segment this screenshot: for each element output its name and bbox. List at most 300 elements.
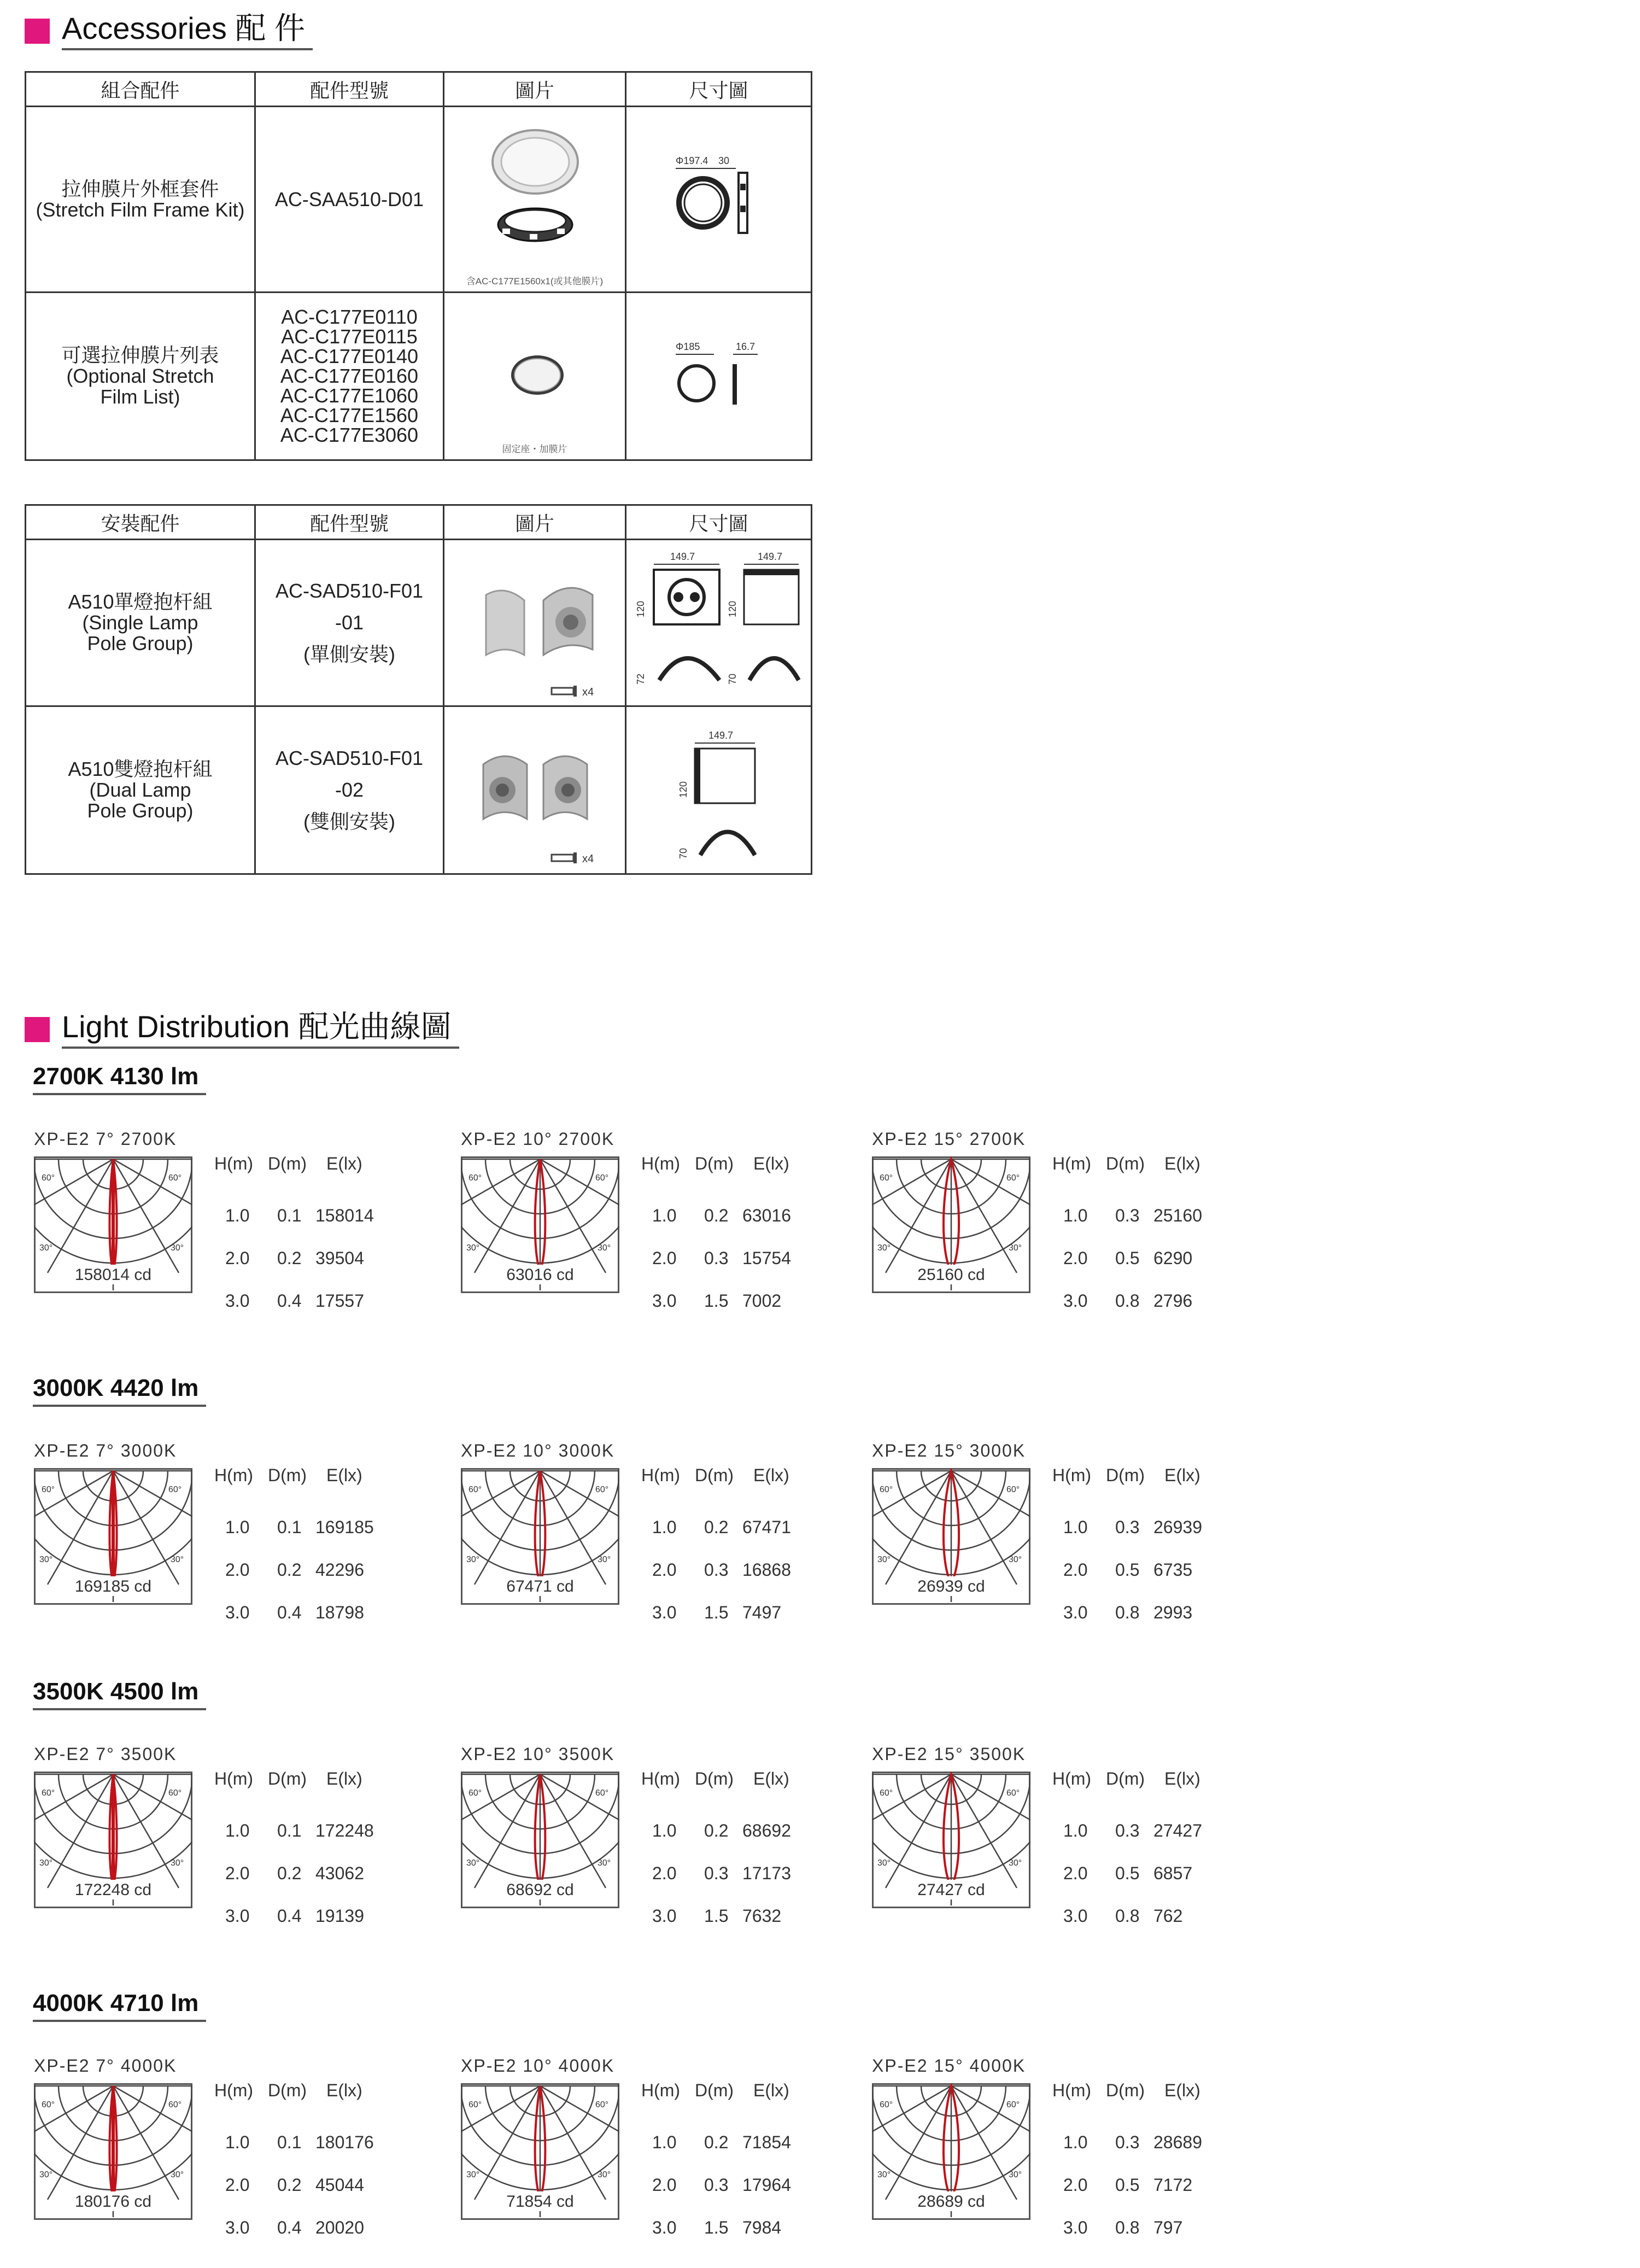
column-header: H(m) <box>1052 1769 1092 1788</box>
light-distribution-chart <box>872 1441 1309 1621</box>
peak-candela-label: 172248 cd <box>74 1881 152 1899</box>
illuminance-value: 27427 <box>1153 1821 1202 1840</box>
part-number: AC-SAD510-F01 -02 (雙側安裝) <box>255 706 444 874</box>
height-value: 2.0 <box>225 1863 250 1883</box>
distance-value: 0.3 <box>1115 1821 1140 1840</box>
angle-label: 60° <box>168 1485 182 1494</box>
column-header: E(lx) <box>753 1465 789 1485</box>
accessories-heading <box>25 12 313 50</box>
distance-value: 1.5 <box>704 1906 729 1926</box>
distance-value: 0.8 <box>1115 1906 1140 1926</box>
distance-value: 0.3 <box>704 1248 729 1268</box>
column-header: E(lx) <box>753 1154 789 1173</box>
illuminance-value: 20020 <box>315 2218 364 2237</box>
column-header: H(m) <box>641 2080 681 2100</box>
dimension-drawing-cell <box>626 706 812 874</box>
angle-label: 30° <box>598 2170 611 2179</box>
height-value: 1.0 <box>1063 1517 1088 1537</box>
height-value: 3.0 <box>652 1906 677 1926</box>
column-header: E(lx) <box>1164 1154 1200 1173</box>
part-number-list: AC-C177E0110 AC-C177E0115 AC-C177E0140 AC-C177E0160 AC-C177E1060 AC-C177E1560 AC-C177E3060 <box>255 293 444 460</box>
height-value: 1.0 <box>1063 1821 1088 1840</box>
angle-label: 30° <box>598 1858 611 1868</box>
height-value: 3.0 <box>1063 1603 1088 1622</box>
dimension-label: 149.7 <box>670 551 695 562</box>
dimension-label: 120 <box>727 600 738 617</box>
image-caption: 含AC-C177E1560x1(或其他膜片) <box>466 276 604 287</box>
column-header: D(m) <box>1106 1769 1145 1788</box>
angle-label: 60° <box>880 1173 893 1183</box>
column-header: D(m) <box>695 2080 734 2100</box>
distance-value: 0.5 <box>1115 1560 1140 1580</box>
height-value: 3.0 <box>225 1291 250 1311</box>
height-value: 2.0 <box>652 1863 677 1883</box>
polar-candela-diagram <box>461 1156 619 1293</box>
light-distribution-chart <box>34 1744 471 1925</box>
column-header: D(m) <box>1106 1465 1145 1485</box>
distance-value: 0.3 <box>1115 1517 1140 1537</box>
distance-value: 0.8 <box>1115 1603 1140 1622</box>
column-header: H(m) <box>214 1465 254 1485</box>
chart-label: XP-E2 15° 4000K <box>872 2056 1026 2076</box>
distance-value: 0.2 <box>704 2132 729 2152</box>
illuminance-value: 762 <box>1153 1906 1183 1926</box>
header-cell: 圖片 <box>444 505 626 540</box>
frame-kit-image <box>481 124 590 266</box>
column-header: E(lx) <box>1164 1465 1200 1485</box>
height-value: 1.0 <box>225 2132 250 2152</box>
illuminance-value: 7632 <box>742 1906 782 1926</box>
angle-label: 30° <box>598 1555 611 1564</box>
distance-value: 0.1 <box>277 1206 302 1225</box>
light-distribution-chart <box>872 1129 1309 1310</box>
illuminance-value: 18798 <box>315 1603 364 1622</box>
distance-value: 0.3 <box>1115 2132 1140 2152</box>
light-distribution-chart <box>872 1744 1309 1925</box>
peak-candela-label: 68692 cd <box>506 1881 574 1899</box>
distance-value: 0.2 <box>277 1863 302 1883</box>
illuminance-value: 2993 <box>1153 1603 1193 1622</box>
height-value: 2.0 <box>652 1248 677 1268</box>
column-header: D(m) <box>695 1154 734 1173</box>
frame-kit-dimension-drawing <box>676 156 785 266</box>
chart-label: XP-E2 7° 3000K <box>34 1441 177 1460</box>
distance-value: 0.3 <box>704 1863 729 1883</box>
distance-value: 0.1 <box>277 1821 302 1840</box>
accessories-title: Accessories 配 件 <box>62 12 313 50</box>
peak-candela-label: 71854 cd <box>506 2193 574 2211</box>
polar-candela-diagram <box>872 2083 1030 2220</box>
polar-candela-diagram <box>461 1468 619 1605</box>
height-value: 3.0 <box>652 1603 677 1622</box>
distance-value: 0.4 <box>277 2218 302 2237</box>
header-cell: 尺寸圖 <box>626 505 812 540</box>
illuminance-value: 158014 <box>315 1206 374 1225</box>
column-header: E(lx) <box>326 1769 362 1788</box>
angle-label: 60° <box>468 2100 482 2109</box>
illuminance-value: 17964 <box>742 2175 791 2195</box>
height-value: 3.0 <box>1063 2218 1088 2237</box>
distance-value: 0.2 <box>277 1248 302 1268</box>
light-distribution-chart <box>34 1129 471 1310</box>
angle-label: 30° <box>877 1858 891 1868</box>
column-header: H(m) <box>641 1465 681 1485</box>
dimension-label: 72 <box>635 673 646 685</box>
column-header: E(lx) <box>326 1154 362 1173</box>
illuminance-value: 45044 <box>315 2175 364 2195</box>
peak-candela-label: 28689 cd <box>917 2193 985 2211</box>
angle-label: 60° <box>880 1788 893 1798</box>
distance-value: 0.8 <box>1115 1291 1140 1311</box>
column-header: H(m) <box>1052 1465 1092 1485</box>
height-value: 1.0 <box>225 1206 250 1225</box>
peak-candela-label: 26939 cd <box>917 1577 985 1595</box>
product-image-cell <box>444 107 626 293</box>
height-value: 3.0 <box>652 2218 677 2237</box>
angle-label: 30° <box>1009 2170 1022 2179</box>
angle-label: 30° <box>39 1858 53 1868</box>
chart-label: XP-E2 7° 4000K <box>34 2056 177 2076</box>
angle-label: 60° <box>468 1485 482 1494</box>
column-header: E(lx) <box>753 2080 789 2100</box>
illuminance-value: 797 <box>1153 2218 1183 2237</box>
illuminance-value: 180176 <box>315 2132 374 2152</box>
angle-label: 60° <box>168 2100 182 2109</box>
distance-value: 0.5 <box>1115 1248 1140 1268</box>
angle-label: 60° <box>42 1788 55 1798</box>
combo-accessories-table <box>25 71 812 461</box>
illuminance-value: 2796 <box>1153 1291 1193 1311</box>
angle-label: 30° <box>171 1858 184 1868</box>
polar-candela-diagram <box>34 1156 192 1293</box>
illuminance-value: 169185 <box>315 1517 374 1537</box>
height-value: 2.0 <box>1063 1863 1088 1883</box>
part-number: AC-SAA510-D01 <box>255 107 444 293</box>
product-image-cell <box>444 706 626 874</box>
angle-label: 30° <box>466 1858 480 1868</box>
light-distribution-chart <box>872 2056 1309 2236</box>
illuminance-value: 25160 <box>1153 1206 1202 1225</box>
polar-candela-diagram <box>872 1468 1030 1605</box>
header-cell: 組合配件 <box>26 72 255 107</box>
angle-label: 30° <box>466 1243 480 1253</box>
illuminance-value: 172248 <box>315 1821 374 1840</box>
illuminance-value: 7497 <box>742 1603 782 1622</box>
distance-value: 1.5 <box>704 2218 729 2237</box>
height-value: 2.0 <box>1063 1248 1088 1268</box>
distance-value: 1.5 <box>704 1603 729 1622</box>
light-distribution-chart <box>461 1129 898 1310</box>
product-image-cell <box>444 540 626 706</box>
angle-label: 60° <box>468 1788 482 1798</box>
dimension-label: 120 <box>678 781 689 798</box>
chart-label: XP-E2 10° 3500K <box>461 1744 615 1764</box>
table-row <box>26 293 812 460</box>
illuminance-value: 39504 <box>315 1248 364 1268</box>
light-distribution-chart <box>34 1441 471 1621</box>
height-value: 3.0 <box>1063 1906 1088 1926</box>
single-pole-group-image <box>453 551 617 699</box>
angle-label: 60° <box>168 1788 182 1798</box>
illuminance-value: 17557 <box>315 1291 364 1311</box>
angle-label: 30° <box>1009 1243 1022 1253</box>
distance-value: 1.5 <box>704 1291 729 1311</box>
angle-label: 30° <box>466 2170 480 2179</box>
angle-label: 60° <box>595 1788 609 1798</box>
angle-label: 60° <box>595 2100 609 2109</box>
distance-value: 0.3 <box>704 2175 729 2195</box>
header-cell: 圖片 <box>444 72 626 107</box>
angle-label: 30° <box>877 1243 891 1253</box>
peak-candela-label: 169185 cd <box>74 1577 152 1595</box>
illuminance-value: 7002 <box>742 1291 782 1311</box>
distance-value: 0.2 <box>704 1517 729 1537</box>
accent-square <box>25 19 50 44</box>
distance-value: 0.2 <box>704 1206 729 1225</box>
distance-value: 0.3 <box>704 1560 729 1580</box>
illuminance-value: 7172 <box>1153 2175 1193 2195</box>
illuminance-value: 16868 <box>742 1560 791 1580</box>
polar-candela-diagram <box>34 1772 192 1908</box>
angle-label: 30° <box>39 1555 53 1564</box>
chart-label: XP-E2 10° 4000K <box>461 2056 615 2076</box>
column-header: E(lx) <box>326 1465 362 1485</box>
height-value: 2.0 <box>225 1560 250 1580</box>
column-header: H(m) <box>1052 2080 1092 2100</box>
chart-label: XP-E2 7° 3500K <box>34 1744 177 1764</box>
column-header: D(m) <box>1106 1154 1145 1173</box>
table-header-row <box>26 505 812 540</box>
angle-label: 60° <box>880 2100 893 2109</box>
accessory-name: 可選拉伸膜片列表 (Optional Stretch Film List) <box>26 293 255 460</box>
polar-candela-diagram <box>461 2083 619 2220</box>
table-row <box>26 540 812 706</box>
dimension-label: Φ185 <box>676 342 700 352</box>
height-value: 3.0 <box>225 1906 250 1926</box>
part-number: AC-SAD510-F01 -01 (單側安裝) <box>255 540 444 706</box>
distance-value: 0.2 <box>277 2175 302 2195</box>
header-cell: 尺寸圖 <box>626 72 812 107</box>
table-row <box>26 706 812 874</box>
column-header: E(lx) <box>1164 2080 1200 2100</box>
product-image-cell <box>444 293 626 460</box>
distance-value: 0.2 <box>277 1560 302 1580</box>
header-cell: 配件型號 <box>255 72 444 107</box>
column-header: D(m) <box>268 1154 307 1173</box>
distance-value: 0.1 <box>277 1517 302 1537</box>
chart-label: XP-E2 10° 2700K <box>461 1129 615 1149</box>
peak-candela-label: 158014 cd <box>74 1266 152 1284</box>
light-distribution-heading <box>25 1010 459 1049</box>
chart-label: XP-E2 15° 3500K <box>872 1744 1026 1764</box>
dimension-label: Φ197.4 <box>676 156 708 166</box>
column-header: D(m) <box>1106 2080 1145 2100</box>
polar-candela-diagram <box>34 2083 192 2220</box>
height-value: 3.0 <box>652 1291 677 1311</box>
table-header-row <box>26 72 812 107</box>
column-header: E(lx) <box>326 2080 362 2100</box>
illuminance-value: 17173 <box>742 1863 791 1883</box>
illuminance-value: 19139 <box>315 1906 364 1926</box>
illuminance-value: 63016 <box>742 1206 791 1225</box>
angle-label: 30° <box>171 2170 184 2179</box>
chart-label: XP-E2 10° 3000K <box>461 1441 615 1460</box>
angle-label: 30° <box>171 1555 184 1564</box>
column-header: E(lx) <box>1164 1769 1200 1788</box>
height-value: 1.0 <box>652 1821 677 1840</box>
light-distribution-chart <box>461 1744 898 1925</box>
peak-candela-label: 25160 cd <box>917 1266 985 1284</box>
angle-label: 60° <box>880 1485 893 1494</box>
distance-value: 0.4 <box>277 1603 302 1622</box>
height-value: 2.0 <box>1063 1560 1088 1580</box>
screw-count: x4 <box>582 686 594 698</box>
light-distribution-chart <box>34 2056 471 2236</box>
dimension-drawing-cell <box>626 107 812 293</box>
distance-value: 0.1 <box>277 2132 302 2152</box>
column-header: D(m) <box>695 1465 734 1485</box>
column-header: H(m) <box>641 1769 681 1788</box>
distance-value: 0.5 <box>1115 2175 1140 2195</box>
height-value: 2.0 <box>1063 2175 1088 2195</box>
angle-label: 60° <box>1006 1173 1020 1183</box>
column-header: H(m) <box>1052 1154 1092 1173</box>
height-value: 3.0 <box>225 1603 250 1622</box>
illuminance-value: 42296 <box>315 1560 364 1580</box>
illuminance-value: 71854 <box>742 2132 791 2152</box>
dimension-drawing-cell <box>626 540 812 706</box>
illuminance-value: 15754 <box>742 1248 791 1268</box>
dual-pole-group-image <box>453 718 617 866</box>
light-distribution-chart <box>461 2056 898 2236</box>
light-distribution-title: Light Distribution 配光曲線圖 <box>62 1010 459 1049</box>
angle-label: 30° <box>1009 1555 1022 1564</box>
illuminance-value: 67471 <box>742 1517 791 1537</box>
angle-label: 60° <box>42 1485 55 1494</box>
distance-value: 0.4 <box>277 1291 302 1311</box>
dimension-label: 70 <box>727 673 738 685</box>
screw-count: x4 <box>582 853 594 865</box>
illuminance-value: 6857 <box>1153 1863 1193 1883</box>
dimension-label: 120 <box>635 600 646 617</box>
distance-value: 0.2 <box>704 1821 729 1840</box>
angle-label: 60° <box>595 1173 609 1183</box>
angle-label: 60° <box>42 1173 55 1183</box>
angle-label: 30° <box>877 2170 891 2179</box>
polar-candela-diagram <box>872 1772 1030 1908</box>
height-value: 3.0 <box>1063 1291 1088 1311</box>
column-header: H(m) <box>214 1769 254 1788</box>
dimension-label: 70 <box>678 847 689 859</box>
illuminance-value: 28689 <box>1153 2132 1202 2152</box>
angle-label: 60° <box>1006 2100 1020 2109</box>
illuminance-value: 6735 <box>1153 1560 1193 1580</box>
height-value: 1.0 <box>652 1206 677 1225</box>
chart-label: XP-E2 7° 2700K <box>34 1129 177 1149</box>
accessory-name: A510雙燈抱杆組 (Dual Lamp Pole Group) <box>26 706 255 874</box>
illuminance-value: 68692 <box>742 1821 791 1840</box>
height-value: 2.0 <box>225 2175 250 2195</box>
single-pole-group-dimension-drawing <box>632 543 807 702</box>
accent-square <box>25 1017 50 1042</box>
angle-label: 60° <box>468 1173 482 1183</box>
dimension-label: 149.7 <box>708 730 734 741</box>
dimension-label: 30 <box>718 156 730 166</box>
dimension-label: 16.7 <box>736 342 755 352</box>
dimension-label: 149.7 <box>758 551 783 562</box>
cct-group-title: 3500K 4500 lm <box>33 1679 206 1710</box>
chart-label: XP-E2 15° 2700K <box>872 1129 1026 1149</box>
angle-label: 60° <box>595 1485 609 1494</box>
cct-group-title: 4000K 4710 lm <box>33 1990 206 2022</box>
accessory-name: 拉伸膜片外框套件 (Stretch Film Frame Kit) <box>26 107 255 293</box>
angle-label: 30° <box>598 1243 611 1253</box>
illuminance-value: 6290 <box>1153 1248 1193 1268</box>
angle-label: 60° <box>1006 1485 1020 1494</box>
height-value: 2.0 <box>652 2175 677 2195</box>
height-value: 1.0 <box>225 1517 250 1537</box>
stretch-film-image <box>507 348 567 402</box>
angle-label: 30° <box>877 1555 891 1564</box>
column-header: D(m) <box>268 1465 307 1485</box>
install-accessories-table <box>25 504 812 875</box>
light-distribution-chart <box>461 1441 898 1621</box>
height-value: 1.0 <box>225 1821 250 1840</box>
illuminance-value: 26939 <box>1153 1517 1202 1537</box>
stretch-film-dimension-drawing <box>676 342 785 413</box>
column-header: E(lx) <box>753 1769 789 1788</box>
angle-label: 60° <box>168 1173 182 1183</box>
column-header: D(m) <box>268 1769 307 1788</box>
cct-group-title: 3000K 4420 lm <box>33 1375 206 1407</box>
height-value: 2.0 <box>652 1560 677 1580</box>
image-caption: 固定座・加膜片 <box>502 444 567 454</box>
column-header: D(m) <box>268 2080 307 2100</box>
angle-label: 60° <box>1006 1788 1020 1798</box>
dual-pole-group-dimension-drawing <box>632 710 807 869</box>
illuminance-value: 43062 <box>315 1863 364 1883</box>
angle-label: 60° <box>42 2100 55 2109</box>
polar-candela-diagram <box>872 1156 1030 1293</box>
distance-value: 0.5 <box>1115 1863 1140 1883</box>
peak-candela-label: 67471 cd <box>506 1577 574 1595</box>
angle-label: 30° <box>39 2170 53 2179</box>
height-value: 1.0 <box>1063 2132 1088 2152</box>
header-cell: 安裝配件 <box>26 505 255 540</box>
accessory-name: A510單燈抱杆組 (Single Lamp Pole Group) <box>26 540 255 706</box>
column-header: H(m) <box>214 2080 254 2100</box>
height-value: 1.0 <box>652 2132 677 2152</box>
height-value: 3.0 <box>225 2218 250 2237</box>
chart-label: XP-E2 15° 3000K <box>872 1441 1026 1460</box>
cct-group-title: 2700K 4130 lm <box>33 1063 206 1095</box>
peak-candela-label: 27427 cd <box>917 1881 985 1899</box>
height-value: 1.0 <box>652 1517 677 1537</box>
height-value: 1.0 <box>1063 1206 1088 1225</box>
peak-candela-label: 63016 cd <box>506 1266 574 1284</box>
angle-label: 30° <box>171 1243 184 1253</box>
peak-candela-label: 180176 cd <box>74 2193 152 2211</box>
dimension-drawing-cell <box>626 293 812 460</box>
distance-value: 0.4 <box>277 1906 302 1926</box>
distance-value: 0.8 <box>1115 2218 1140 2237</box>
angle-label: 30° <box>1009 1858 1022 1868</box>
polar-candela-diagram <box>461 1772 619 1908</box>
height-value: 2.0 <box>225 1248 250 1268</box>
angle-label: 30° <box>39 1243 53 1253</box>
table-row <box>26 107 812 293</box>
distance-value: 0.3 <box>1115 1206 1140 1225</box>
